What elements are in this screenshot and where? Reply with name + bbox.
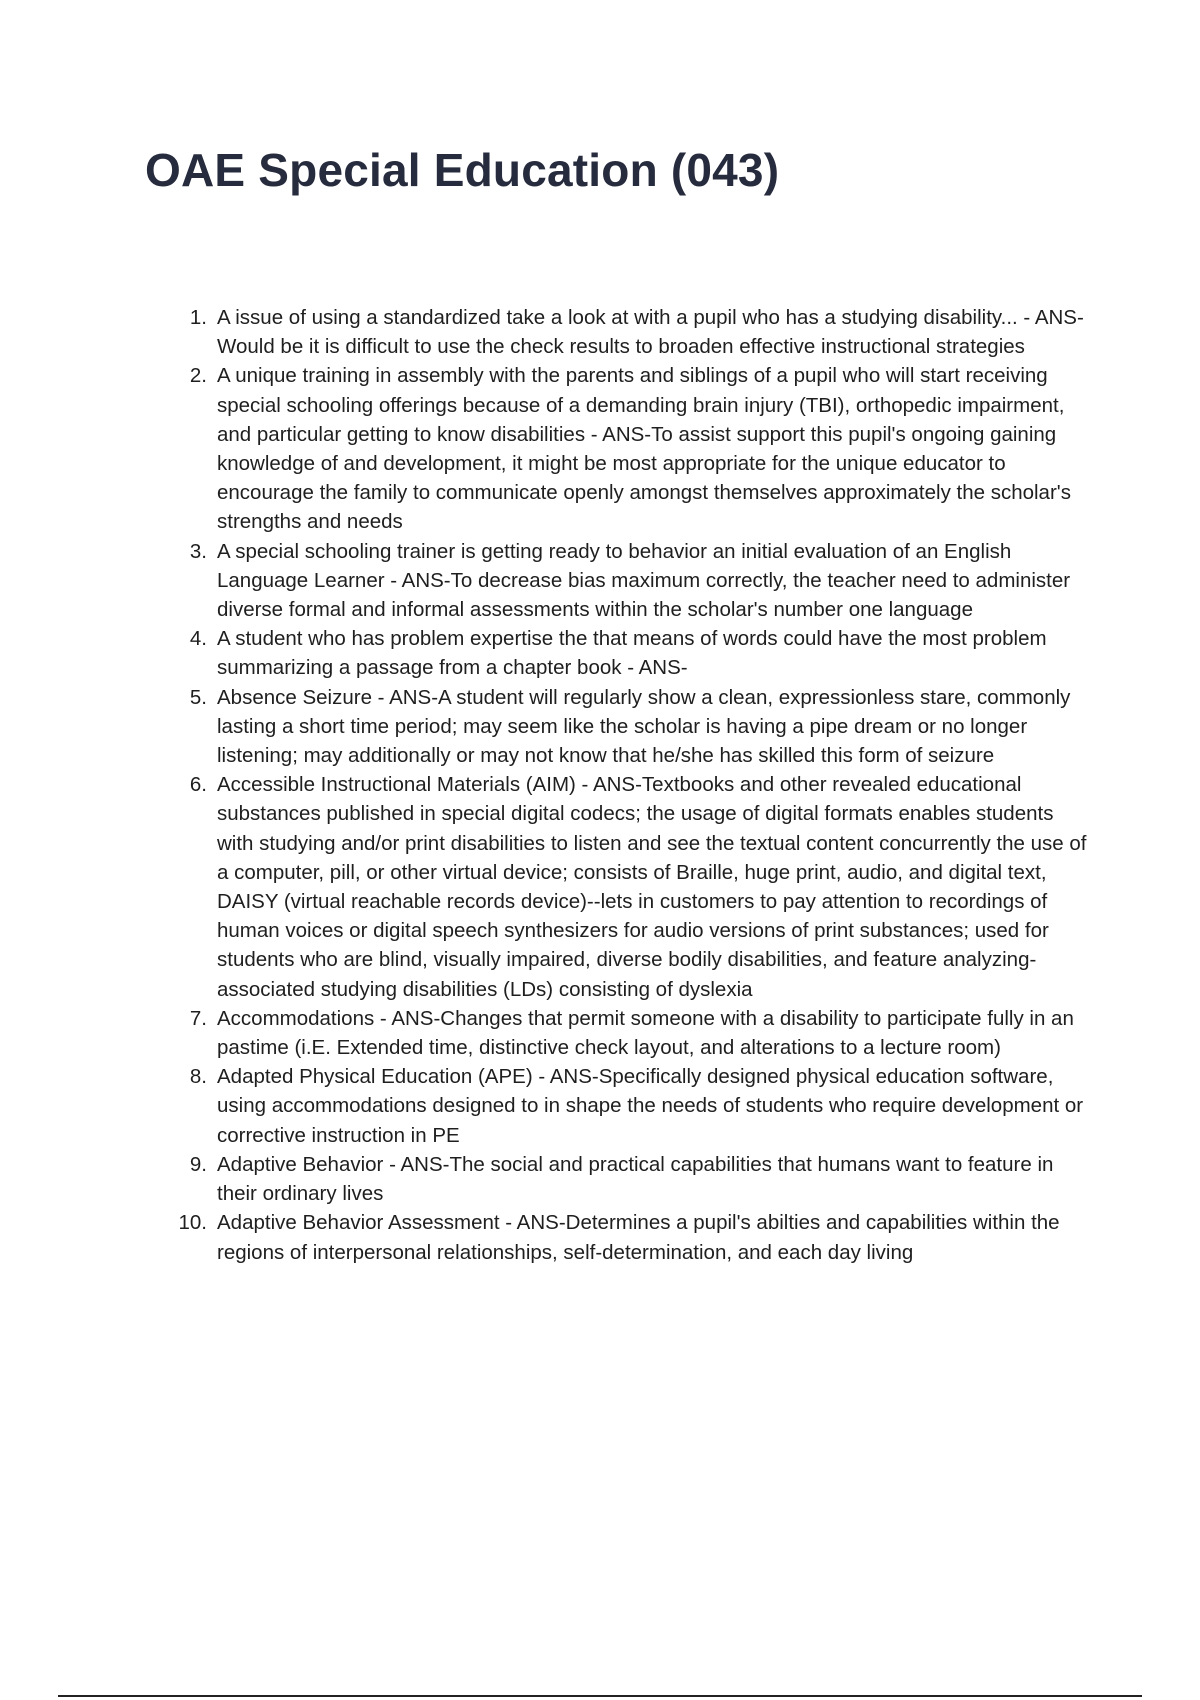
item-number: 2. <box>189 364 207 388</box>
list-item <box>189 1062 1092 1150</box>
item-text: A unique training in assembly with the parents and siblings of a pupil who will start receiving special schooling offerings because of a demanding brain injury (TBI), orthopedic impairment, and particular getting to know disabilities - ANS-To assist support this pupil's ongoing gaining knowledge of and development, it might be most appropriate for the unique educator to encourage the family to communicate openly amongst themselves approximately the scholar's strengths and needs <box>217 364 1071 534</box>
list-item <box>189 537 1092 625</box>
item-number: 6. <box>189 773 207 797</box>
item-number: 3. <box>189 539 207 563</box>
item-number: 1. <box>189 306 207 329</box>
list-item <box>189 770 1092 1004</box>
list-item <box>189 1004 1092 1062</box>
item-number: 8. <box>189 1065 207 1089</box>
list-item <box>189 303 1092 361</box>
question-answer-list <box>178 303 1092 1267</box>
item-number: 10. <box>178 1211 207 1235</box>
list-item <box>189 683 1092 771</box>
item-number: 9. <box>189 1152 207 1176</box>
item-text: A special schooling trainer is getting ready to behavior an initial evaluation of an English Language Learner - ANS-To decrease bias maximum correctly, the teacher need to administer diverse formal and informal assessments within the scholar's number one language <box>217 539 1071 622</box>
item-text: A issue of using a standardized take a look at with a pupil who has a studying disability... - ANS-Would be it is difficult to use the check results to broaden effective instructional strategies <box>217 306 1084 359</box>
item-text: Absence Seizure - ANS-A student will regularly show a clean, expressionless stare, commonly lasting a short time period; may seem like the scholar is having a pipe dream or no longer listening; may additionally or may not know that he/she has skilled this form of seizure <box>217 685 1071 768</box>
item-text: Adaptive Behavior - ANS-The social and practical capabilities that humans want to feature in their ordinary lives <box>217 1152 1054 1206</box>
footer-divider <box>58 1695 1142 1697</box>
list-item <box>189 1150 1092 1208</box>
list-item <box>178 1208 1092 1266</box>
item-text: Adapted Physical Education (APE) - ANS-Specifically designed physical education software, using accommodations designed to in shape the needs of students who require development or corrective instruction in PE <box>217 1065 1084 1147</box>
item-text: A student who has problem expertise the that means of words could have the most problem summarizing a passage from a chapter book - ANS- <box>217 627 1047 680</box>
item-number: 5. <box>189 685 207 709</box>
item-number: 7. <box>189 1006 207 1030</box>
item-text: Adaptive Behavior Assessment - ANS-Determines a pupil's abilties and capabilities within the regions of interpersonal relationships, self-determination, and each day living <box>217 1211 1060 1264</box>
item-number: 4. <box>189 627 207 651</box>
item-text: Accommodations - ANS-Changes that permit someone with a disability to participate fully in an pastime (i.E. Extended time, distinctive check layout, and alterations to a lecture room) <box>217 1006 1074 1060</box>
item-text: Accessible Instructional Materials (AIM) - ANS-Textbooks and other revealed educational substances published in special digital codecs; the usage of digital formats enables students with studying and/or print disabilities to listen and see the textual content concurrently the use of a computer, pill, or other virtual device; consists of Braille, huge print, audio, and digital text, DAISY (virtual reachable records device)--lets in customers to pay attention to recordings of human voices or digital speech synthesizers for audio versions of print substances; used for students who are blind, visually impaired, diverse bodily disabilities, and feature analyzing-associated studying disabilities (LDs) consisting of dyslexia <box>217 773 1087 1001</box>
list-item <box>189 624 1092 682</box>
list-item <box>189 361 1092 536</box>
page-title: OAE Special Education (043) <box>145 144 780 196</box>
